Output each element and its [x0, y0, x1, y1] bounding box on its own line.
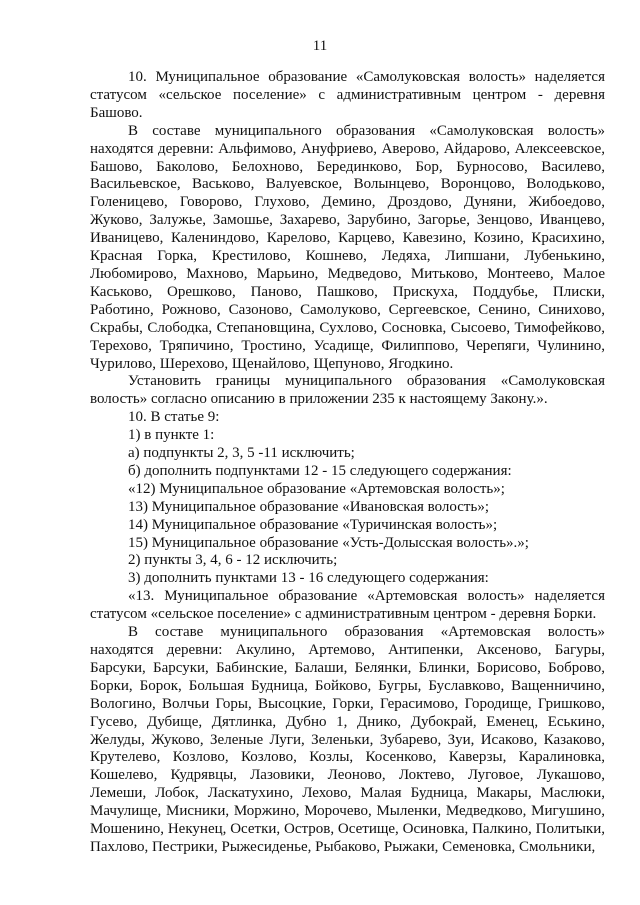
- paragraph: «13. Муниципальное образование «Артемовская волость» наделяется статусом «сельское поселение» с административным центром - деревня Борки.: [90, 588, 605, 623]
- paragraph: 14) Муниципальное образование «Туричинская волость»;: [128, 516, 498, 533]
- paragraph: В составе муниципального образования «Артемовская волость» находятся деревни: Акулино, Артемово, Антипенки, Аксеново, Багуры, Барсуки, Барсуки, Бабинские, Балаши, Белянки, Блинки, Борисово, Боброво, Борки, Борок, Большая Будница, Бойково, Бугры, Буславково, Ващенничино, Вологино, Волчьи Горы, Высоцкие, Горки, Герасимово, Городище, Гришково, Гусево, Дубище, Дятлинка, Дубно 1, Днико, Дубокрай, Еменец, Еськино, Желуды, Жуково, Зеленые Луги, Зеленьки, Зубарево, Зуи, Исаково, Казаково, Крутелево, Козлово, Козлово, Козлы, Косенково, Каверзы, Каралиновка, Кошелево, Кудрявцы, Лазовики, Леоново, Локтево, Луговое, Лукашово, Лемеши, Лобок, Ласкатухино, Лехово, Малая Будница, Макары, Маслюки, Мачулище, Мисники, Моржино, Морочево, Мыленки, Медведково, Мигушино, Мошенино, Некунец, Осетки, Остров, Осетище, Осиновка, Палкино, Политыки, Пахлово, Пестрики, Рыжесиденье, Рыбаково, Рыжаки, Семеновка, Смольники,: [90, 624, 605, 855]
- paragraph: а) подпункты 2, 3, 5 -11 исключить;: [128, 445, 355, 462]
- paragraph: 15) Муниципальное образование «Усть-Долысская волость».»;: [128, 534, 529, 551]
- paragraph: 10. Муниципальное образование «Самолуковская волость» наделяется статусом «сельское поселение» с административным центром - деревня Башово.: [90, 69, 605, 121]
- paragraph: б) дополнить подпунктами 12 - 15 следующего содержания:: [128, 462, 512, 479]
- paragraph: 2) пункты 3, 4, 6 - 12 исключить;: [128, 552, 338, 569]
- paragraph: 13) Муниципальное образование «Ивановская волость»;: [128, 498, 489, 515]
- page-number: 11: [312, 38, 328, 54]
- paragraph: 3) дополнить пунктами 13 - 16 следующего содержания:: [128, 570, 489, 587]
- paragraph: 10. В статье 9:: [128, 409, 220, 426]
- paragraph: В составе муниципального образования «Самолуковская волость» находятся деревни: Альфимово, Ануфриево, Аверово, Айдарово, Алексеевское, Башово, Баколово, Белохново, Берединково, Бор, Бурносово, Василево, Васильевское, Васьково, Валуевское, Волынцево, Воронцово, Володьково, Голеницево, Говорово, Глухово, Демино, Дроздово, Дуняни, Жибоедово, Жуково, Залужье, Замошье, Захарево, Зарубино, Загорье, Зенцово, Иванцево, Иваницево, Калениндово, Карелово, Карцево, Кавезино, Козино, Красихино, Красная Горка, Крестилово, Кошнево, Ледяха, Липшани, Лубенькино, Любомирово, Махново, Марьино, Медведово, Митьково, Монтеево, Малое Каськово, Орешково, Паново, Пашково, Прискуха, Поддубье, Плиски, Работино, Рожново, Сазоново, Самолуково, Сергеевское, Сенино, Синихово, Скрабы, Слободка, Степановщина, Сухлово, Сосновка, Сысоево, Тимофейково, Терехово, Тряпичино, Тростино, Усадище, Филиппово, Черепяги, Чулинино, Чурилово, Шерехово, Щенайлово, Щепуново, Ягодкино.: [90, 122, 605, 372]
- paragraph: 1) в пункте 1:: [128, 427, 215, 444]
- paragraph: Установить границы муниципального образования «Самолуковская волость» согласно описанию в приложении 235 к настоящему Закону.».: [90, 373, 605, 408]
- paragraph: «12) Муниципальное образование «Артемовская волость»;: [128, 480, 505, 497]
- document-body: [90, 69, 605, 857]
